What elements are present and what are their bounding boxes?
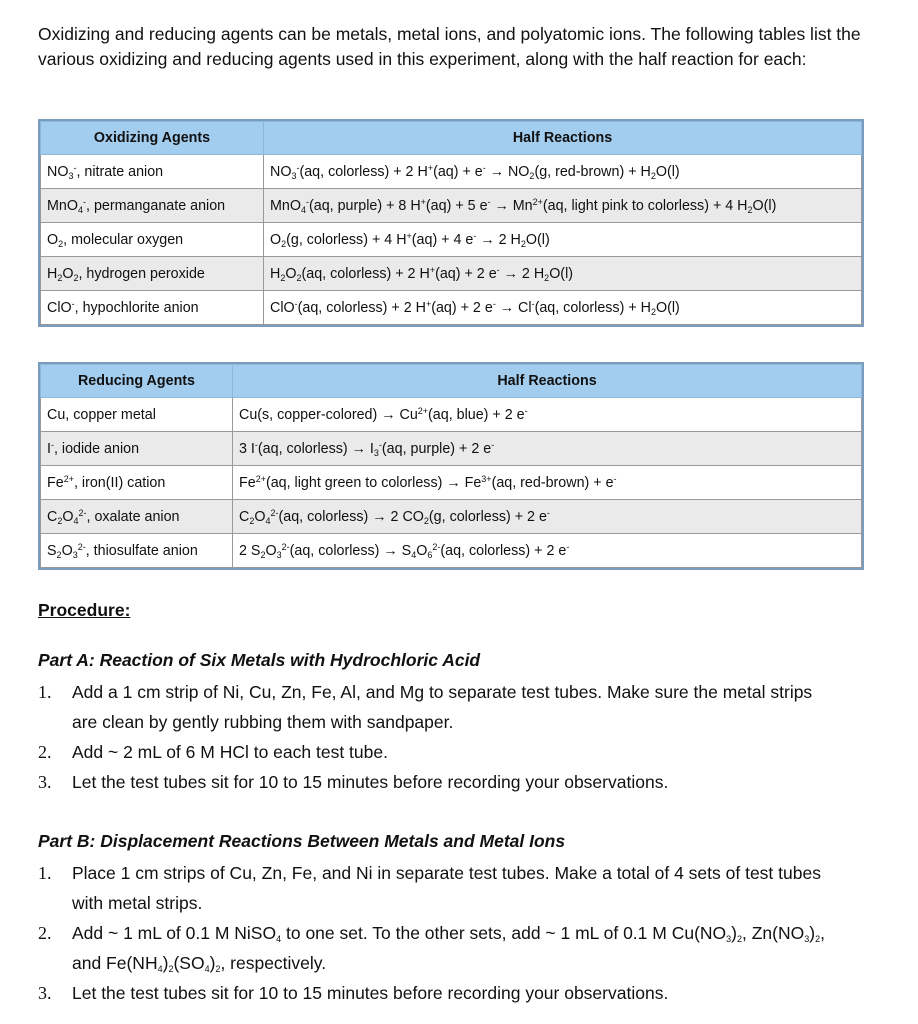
reaction-cell: $NO_3^-(aq$, colorless) + 2 $H^+(aq) + e^- \to NO_2(g$, red-brown) + $H_2O(l)$ [264, 155, 862, 189]
part-a-steps [38, 677, 838, 797]
list-item [38, 918, 838, 978]
column-header: Reducing Agents [41, 365, 233, 398]
table-row [41, 257, 862, 291]
table-header-row [41, 365, 862, 398]
table-row [41, 189, 862, 223]
table-row [41, 500, 862, 534]
list-item [38, 677, 838, 737]
procedure-heading [38, 600, 130, 621]
step-text: Let the test tubes sit for 10 to 15 minutes before recording your observations. [72, 772, 669, 792]
part-a-title: Part A: Reaction of Six Metals with Hydrochloric Acid [38, 650, 481, 670]
agent-cell: $NO_3^-$, nitrate anion [41, 155, 264, 189]
agent-cell: MnO$_4$-, permanganate anion [41, 189, 264, 223]
step-number: 2. [38, 742, 52, 762]
list-item [38, 767, 838, 797]
table-row [41, 466, 862, 500]
step-number: 3. [38, 772, 52, 792]
table-header-row [41, 122, 862, 155]
step-number: 2. [38, 923, 52, 943]
reaction-cell: 3 I-(aq, colorless) → $I_3^-(aq$, purple) + 2 e- [233, 432, 862, 466]
reaction-cell: $C_2O_4^{2-}(aq$, colorless) → 2 $CO_2(g$, colorless) + 2 e- [233, 500, 862, 534]
reaction-cell: $O_2(g$, colorless) + 4 H+(aq) + 4 e- → 2 $H_2O(l)$ [264, 223, 862, 257]
agent-cell: I-, iodide anion [41, 432, 233, 466]
list-item [38, 978, 838, 1008]
column-header: Half Reactions [233, 365, 862, 398]
table-row [41, 398, 862, 432]
table-row [41, 432, 862, 466]
reaction-cell: 2 $S_2O_3^{2-}(aq$, colorless) → $S_4O_6^{2-}(aq$, colorless) + 2 e- [233, 534, 862, 568]
part-b-steps [38, 858, 838, 1008]
agent-cell: $S_2O_3^{2-}$, thiosulfate anion [41, 534, 233, 568]
reaction-cell: ClO-(aq, colorless) + 2 H+(aq) + 2 e- → Cl-(aq, colorless) + $H_2O(l)$ [264, 291, 862, 325]
procedure-heading-text: Procedure [38, 600, 125, 620]
step-text: Place 1 cm strips of Cu, Zn, Fe, and Ni in separate test tubes. Make a total of 4 sets of test tubes with metal strips. [72, 863, 821, 913]
agent-cell: $Fe^{2+}$, iron(II) cation [41, 466, 233, 500]
table-row [41, 223, 862, 257]
step-text: Add ~ 1 mL of 0.1 M NiSO$_4$ to one set. To the other sets, add ~ 1 mL of 0.1 M $Cu(NO_3)_2$, $Zn(NO_3)_2$, and $Fe(NH_4)_2(SO_4)_2$, respectively. [72, 923, 825, 974]
oxidizing-agents-table [40, 121, 862, 325]
step-number: 1. [38, 863, 52, 883]
procedure-heading-colon: : [124, 600, 131, 620]
list-item [38, 737, 838, 767]
reaction-cell: $Fe^{2+}(aq$, light green to colorless) → $Fe^{3+}(aq$, red-brown) + e- [233, 466, 862, 500]
agent-cell: ClO-, hypochlorite anion [41, 291, 264, 325]
table-row [41, 534, 862, 568]
intro-paragraph: Oxidizing and reducing agents can be metals, metal ions, and polyatomic ions. The following tables list the various oxidizing and reducing agents used in this experiment, along with the half reaction for each: [38, 24, 861, 69]
agent-cell: $C_2O_4^{2-}$, oxalate anion [41, 500, 233, 534]
column-header: Half Reactions [264, 122, 862, 155]
reaction-cell: MnO$_4$-(aq, purple) + 8 H+(aq) + 5 $e^- \to Mn^{2+}(aq$, light pink to colorless) + 4 $H_2O(l)$ [264, 189, 862, 223]
agent-cell: $O_2$, molecular oxygen [41, 223, 264, 257]
reaction-cell: Cu(s, copper-colored) → $Cu^{2+}(aq$, blue) + 2 e- [233, 398, 862, 432]
reducing-agents-table [40, 364, 862, 568]
step-text: Add a 1 cm strip of Ni, Cu, Zn, Fe, Al, and Mg to separate test tubes. Make sure the metal strips are clean by gently rubbing them with sandpaper. [72, 682, 813, 732]
column-header: Oxidizing Agents [41, 122, 264, 155]
agent-cell: Cu, copper metal [41, 398, 233, 432]
step-number: 1. [38, 682, 52, 702]
reaction-cell: $H_2O_2(aq$, colorless) + 2 H+(aq) + 2 e- → 2 $H_2O(l)$ [264, 257, 862, 291]
table-row [41, 155, 862, 189]
list-item [38, 858, 838, 918]
step-number: 3. [38, 983, 52, 1003]
step-text: Add ~ 2 mL of 6 M HCl to each test tube. [72, 742, 388, 762]
table-row [41, 291, 862, 325]
agent-cell: $H_2O_2$, hydrogen peroxide [41, 257, 264, 291]
part-b-title: Part B: Displacement Reactions Between Metals and Metal Ions [38, 831, 566, 851]
step-text: Let the test tubes sit for 10 to 15 minutes before recording your observations. [72, 983, 669, 1003]
